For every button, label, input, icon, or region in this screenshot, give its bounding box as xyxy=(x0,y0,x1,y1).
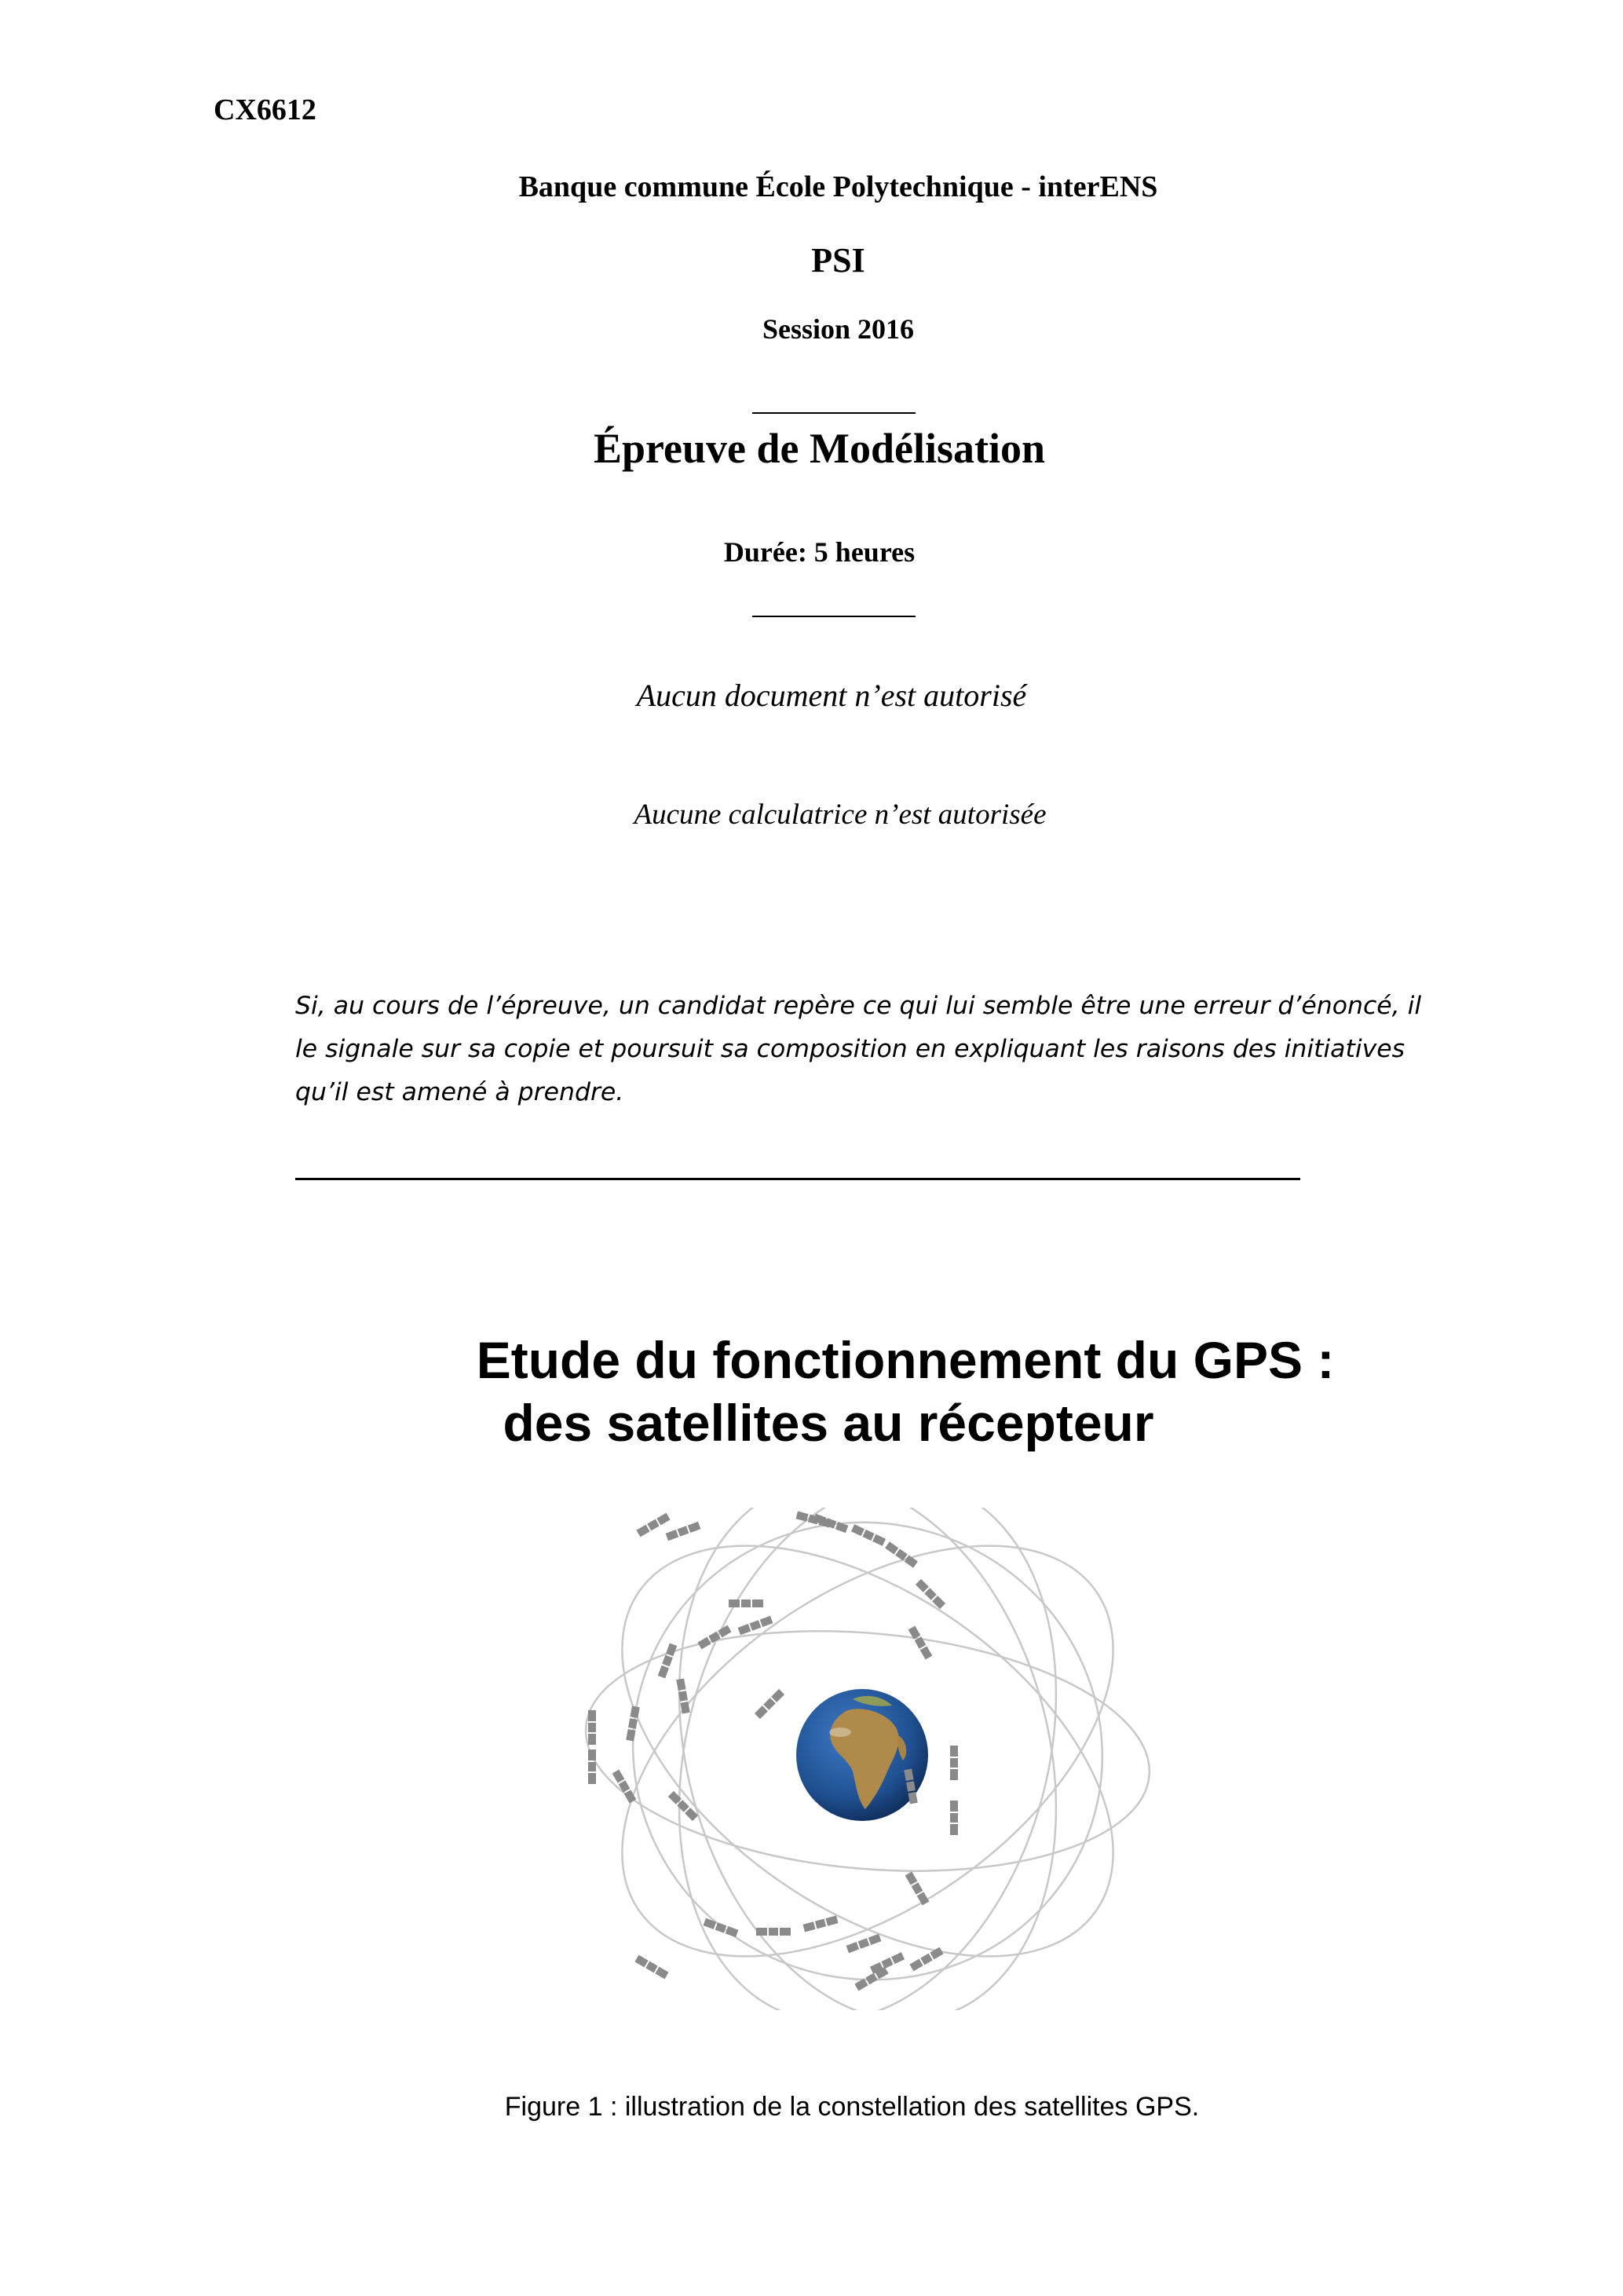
satellite-icon xyxy=(588,1710,596,1745)
main-title xyxy=(0,1329,1623,1454)
satellite-icon xyxy=(729,1600,763,1607)
satellite-icon xyxy=(634,1955,668,1980)
satellite-icon xyxy=(851,1524,886,1546)
title-rule-bottom xyxy=(752,616,916,617)
satellite-icon xyxy=(802,1915,838,1932)
exam-duration: Durée: 5 heures xyxy=(723,536,916,568)
satellite-icon xyxy=(738,1616,773,1635)
cloud xyxy=(829,1727,851,1737)
erratum-notice: Si, au cours de l’épreuve, un candidat repère ce qui lui semble être une erreur d’énoncé, il le signale sur sa copie et poursuit sa composition en expliquant les raisons des initiatives qu’il est amené à prendre. xyxy=(295,992,1422,1106)
satellite-icon xyxy=(636,1513,670,1537)
exam-track: PSI xyxy=(811,241,865,280)
satellite-icon xyxy=(755,1689,784,1719)
satellite-icon xyxy=(658,1643,677,1679)
satellite-icon xyxy=(756,1928,791,1936)
exam-bank: Banque commune École Polytechnique - interENS xyxy=(518,170,1158,203)
satellite-icon xyxy=(588,1749,596,1784)
gps-constellation-figure xyxy=(581,1508,1162,2010)
figure-caption: Figure 1 : illustration de la constellation des satellites GPS. xyxy=(504,2092,1200,2122)
exam-title: Épreuve de Modélisation xyxy=(593,425,1045,472)
earth-globe xyxy=(796,1689,928,1821)
satellite-icon xyxy=(950,1746,958,1780)
title-rule-top xyxy=(752,412,916,414)
satellite-icon xyxy=(950,1801,958,1835)
satellite-icon xyxy=(905,1871,930,1905)
calculators-rule: Aucune calculatrice n’est autorisée xyxy=(634,799,1047,831)
exam-code: CX6612 xyxy=(214,93,316,126)
satellite-icon xyxy=(909,1947,943,1972)
documents-rule: Aucun document n’est autorisé xyxy=(636,678,1027,713)
satellite-icon xyxy=(908,1625,933,1659)
main-title-line1: Etude du fonctionnement du GPS : xyxy=(476,1331,1335,1389)
satellite-icon xyxy=(704,1918,739,1937)
satellite-icon xyxy=(666,1522,701,1541)
satellite-icon xyxy=(626,1706,639,1741)
satellite-icon xyxy=(870,1952,905,1974)
section-separator xyxy=(295,1178,1300,1180)
main-title-line2: des satellites au récepteur xyxy=(503,1394,1154,1452)
exam-session: Session 2016 xyxy=(762,313,915,345)
